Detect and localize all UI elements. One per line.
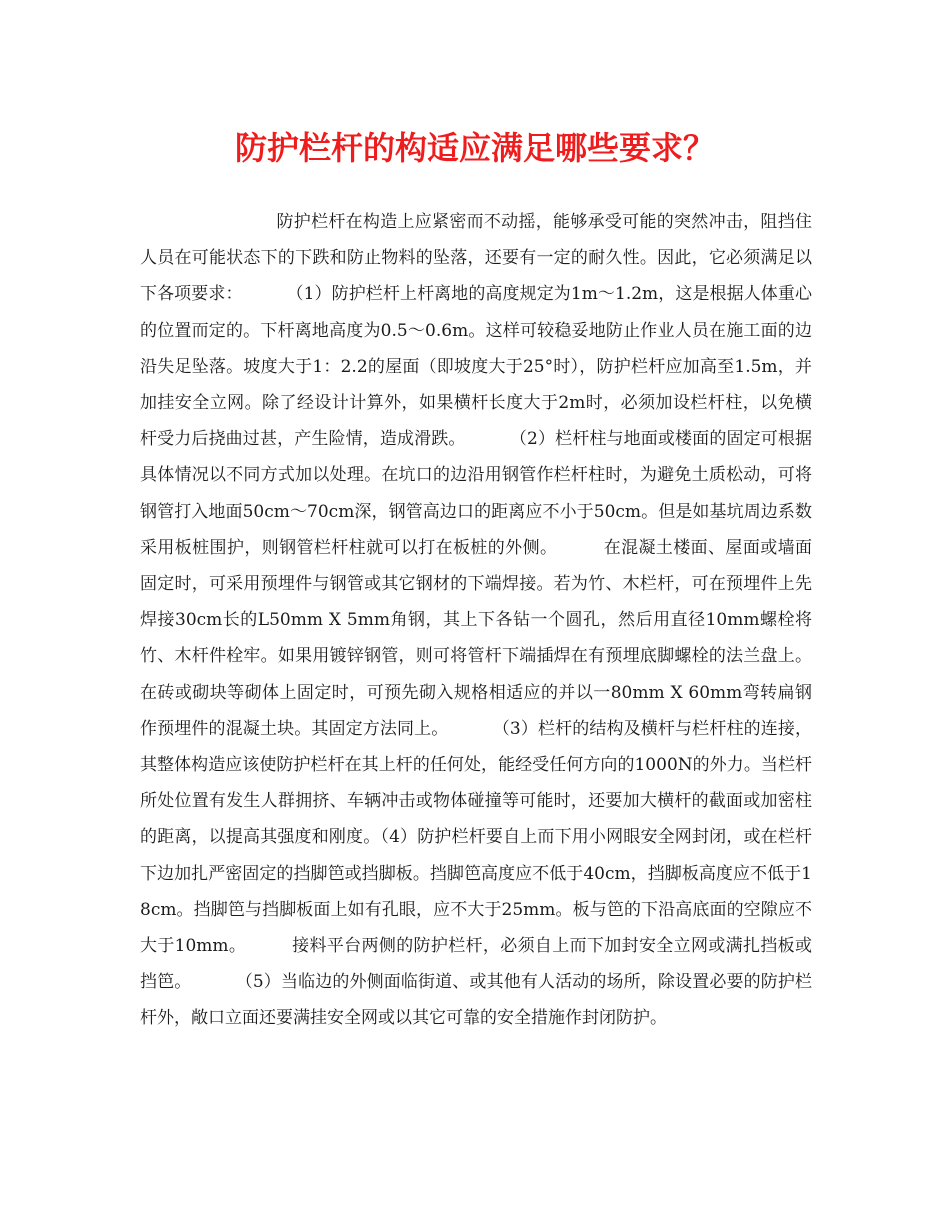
document-body: 防护栏杆在构造上应紧密而不动摇，能够承受可能的突然冲击，阻挡住人员在可能状态下的下跌和防止物料的坠落，还要有一定的耐久性。因此，它必须满足以下各项要求： （1）防护栏杆上杆离地的高度规定为1m～1.2m，这是根据人体重心的位置而定的。下杆离地高度为0.5～0.6m。这样可较稳妥地防止作业人员在施工面的边沿失足坠落。坡度大于1：2.2的屋面（即坡度大于25°时），防护栏杆应加高至1.5m，并加挂安全立网。除了经设计计算外，如果横杆长度大于2m时，必须加设栏杆柱，以免横杆受力后挠曲过甚，产生险情，造成滑跌。 （2）栏杆柱与地面或楼面的固定可根据具体情况以不同方式加以处理。在坑口的边沿用钢管作栏杆柱时，为避免土质松动，可将钢管打入地面50cm～70cm深，钢管高边口的距离应不小于50cm。但是如基坑周边系数采用板桩围护，则钢管栏杆柱就可以打在板桩的外侧。 在混凝土楼面、屋面或墙面固定时，可采用预埋件与钢管或其它钢材的下端焊接。若为竹、木栏杆，可在预埋件上先焊接30cm长的L50mm X 5mm角钢，其上下各钻一个圆孔，然后用直径10mm螺栓将竹、木杆件栓牢。如果用镀锌钢管，则可将管杆下端插焊在有预埋底脚螺栓的法兰盘上。 在砖或砌块等砌体上固定时，可预先砌入规格相适应的并以一80mm X 60mm弯转扁钢作预埋件的混凝土块。其固定方法同上。 （3）栏杆的结构及横杆与栏杆柱的连接，其整体构造应该使防护栏杆在其上杆的任何处，能经受任何方向的1000N的外力。当栏杆所处位置有发生人群拥挤、车辆冲击或物体碰撞等可能时，还要加大横杆的截面或加密柱的距离，以提高其强度和刚度。（4）防护栏杆要自上而下用小网眼安全网封闭，或在栏杆下边加扎严密固定的挡脚笆或挡脚板。挡脚笆高度应不低于40cm，挡脚板高度应不低于18cm。挡脚笆与挡脚板面上如有孔眼，应不大于25mm。板与笆的下沿高底面的空隙应不大于10mm。 接料平台两侧的防护栏杆，必须自上而下加封安全立网或满扎挡板或挡笆。 （5）当临边的外侧面临街道、或其他有人活动的场所，除设置必要的防护栏杆外，敞口立面还要满挂安全网或以其它可靠的安全措施作封闭防护。	[140, 212, 856, 1029]
document-title: 防护栏杆的构适应满足哪些要求？	[234, 129, 715, 167]
